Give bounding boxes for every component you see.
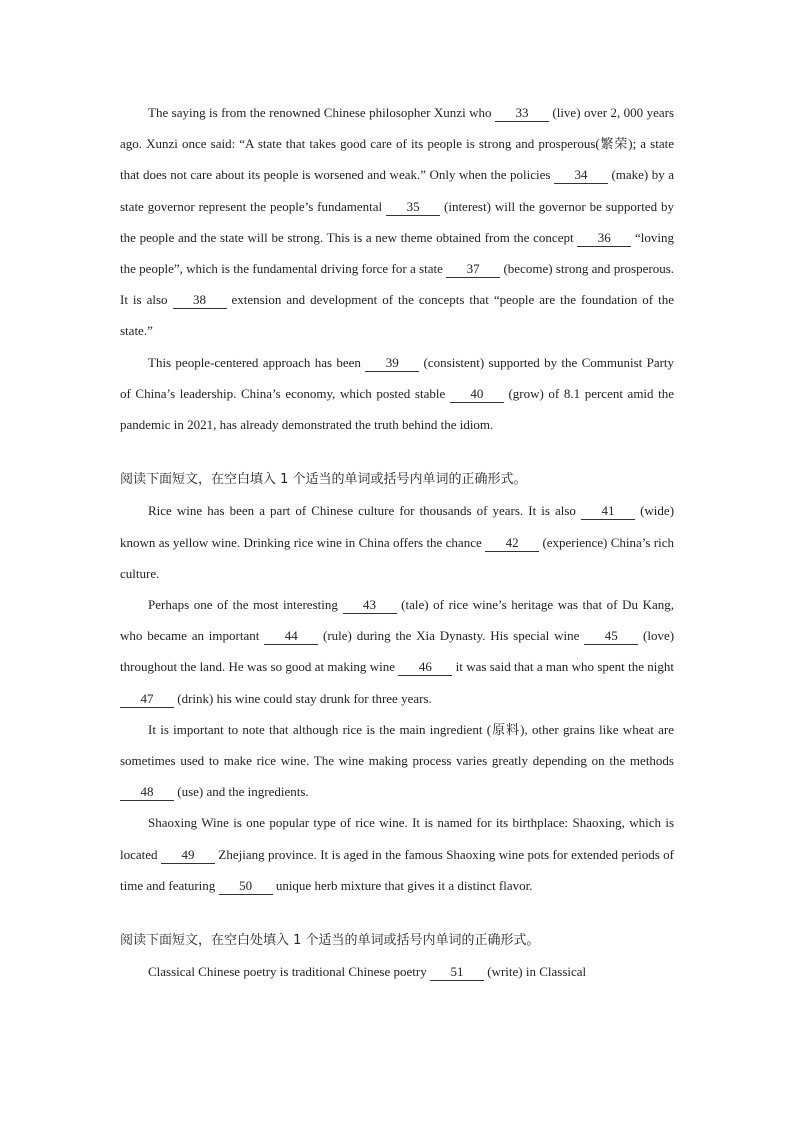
passage1-paragraph-1 xyxy=(120,97,674,347)
blank-40[interactable]: 40 xyxy=(450,386,504,403)
document-body xyxy=(120,97,674,987)
blank-51[interactable]: 51 xyxy=(430,964,484,981)
text-segment: (live) over 2, 000 years ago. Xunzi once said: “A state that takes good care of its people is strong and prosperous(繁荣); a state that does not care about its people is worsened and weak.” Only when the policies xyxy=(120,105,675,183)
text-segment: The saying is from the renowned Chinese philosopher Xunzi who xyxy=(148,105,492,120)
text-segment: (wide) known as yellow wine. Drinking rice wine in China offers the chance xyxy=(120,503,675,550)
text-segment: (experience) China’s rich culture. xyxy=(120,534,674,581)
text-segment: (make) by a state governor represent the people’s fundamental xyxy=(120,167,674,214)
blank-49[interactable]: 49 xyxy=(161,847,215,864)
passage2-paragraph-4 xyxy=(120,807,674,901)
blank-34[interactable]: 34 xyxy=(554,167,608,184)
text-segment: (consistent) supported by the Communist Party of China’s leadership. China’s economy, which posted stable xyxy=(120,354,675,401)
text-segment: Rice wine has been a part of Chinese culture for thousands of years. It is also xyxy=(148,503,576,519)
blank-39[interactable]: 39 xyxy=(365,355,419,372)
blank-35[interactable]: 35 xyxy=(386,199,440,216)
blank-48[interactable]: 48 xyxy=(120,784,174,801)
text-segment: (love) throughout the land. He was so good at making wine xyxy=(120,628,675,675)
blank-47[interactable]: 47 xyxy=(120,691,174,708)
text-segment: (rule) during the Xia Dynasty. His special wine xyxy=(323,628,580,644)
text-segment: (interest) will the governor be supported by the people and the state will be strong. This is a new theme obtained from the concept xyxy=(120,198,674,245)
passage1-paragraph-2 xyxy=(120,347,674,441)
text-segment: it was said that a man who spent the night xyxy=(455,659,675,675)
text-segment: Classical Chinese poetry is traditional Chinese poetry xyxy=(148,964,427,980)
blank-45[interactable]: 45 xyxy=(584,628,638,645)
passage2-paragraph-3 xyxy=(120,714,674,808)
blank-33[interactable]: 33 xyxy=(495,105,549,122)
text-segment: (write) in Classical xyxy=(487,964,587,980)
passage3-instruction: 阅读下面短文，在空白处填入 1 个适当的单词或括号内单词的正确形式。 xyxy=(120,933,540,949)
text-segment: (use) and the ingredients. xyxy=(177,784,309,800)
blank-41[interactable]: 41 xyxy=(581,503,635,520)
passage2-paragraph-2 xyxy=(120,589,674,714)
blank-43[interactable]: 43 xyxy=(343,597,397,614)
text-segment: (tale) of rice wine’s heritage was that of Du Kang, who became an important xyxy=(120,597,675,644)
text-segment: (drink) his wine could stay drunk for three years. xyxy=(177,690,432,706)
blank-38[interactable]: 38 xyxy=(173,292,227,309)
text-segment: unique herb mixture that gives it a distinct flavor. xyxy=(275,877,533,893)
section-gap xyxy=(120,901,674,925)
text-segment: Zhejiang province. It is aged in the famous Shaoxing wine pots for extended periods of time and featuring xyxy=(120,846,675,893)
text-segment: “loving the people”, which is the fundamental driving force for a state xyxy=(120,229,674,277)
blank-46[interactable]: 46 xyxy=(398,659,452,676)
blank-36[interactable]: 36 xyxy=(577,230,631,247)
text-segment: Shaoxing Wine is one popular type of rice wine. It is named for its birthplace: Shaoxing, which is located xyxy=(120,815,674,862)
text-segment: extension and development of the concepts that “people are the foundation of the state.” xyxy=(120,292,675,339)
blank-42[interactable]: 42 xyxy=(485,535,539,552)
blank-50[interactable]: 50 xyxy=(219,878,273,895)
text-segment: (become) strong and prosperous. It is also xyxy=(120,261,675,308)
passage2-paragraph-1 xyxy=(120,495,674,589)
text-segment: This people-centered approach has been xyxy=(148,354,361,370)
section-gap xyxy=(120,440,674,464)
blank-37[interactable]: 37 xyxy=(446,261,500,278)
text-segment: Perhaps one of the most interesting xyxy=(148,597,338,613)
text-segment: It is important to note that although rice is the main ingredient (原料), other grains like wheat are sometimes used to make rice wine. The wine making process varies greatly depending on the methods xyxy=(120,721,674,769)
text-segment: (grow) of 8.1 percent amid the pandemic in 2021, has already demonstrated the truth behind the idiom. xyxy=(120,385,675,433)
blank-44[interactable]: 44 xyxy=(264,628,318,645)
passage3-paragraph-1 xyxy=(120,956,674,987)
passage2-instruction: 阅读下面短文，在空白填入 1 个适当的单词或括号内单词的正确形式。 xyxy=(120,472,527,488)
